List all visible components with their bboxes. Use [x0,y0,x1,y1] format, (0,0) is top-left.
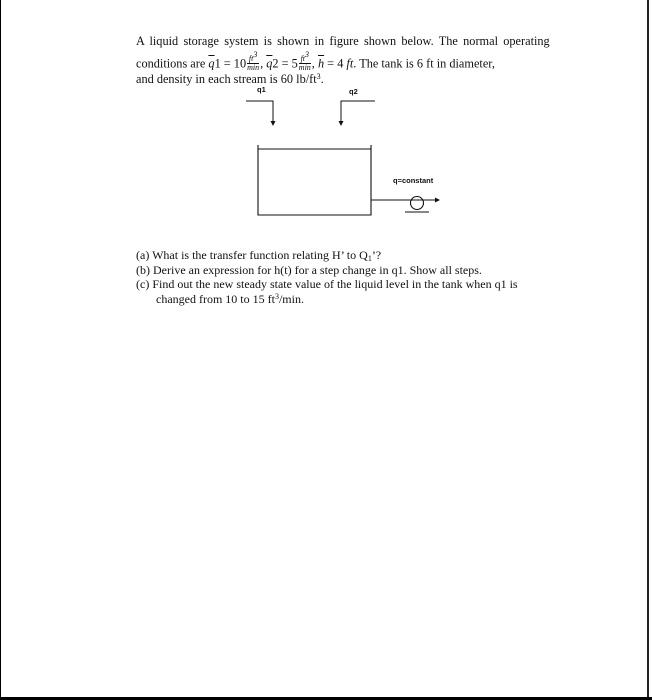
q1-bar-symbol: $\overline{q}$ [208,56,215,71]
question-a: (a) What is the transfer function relating H’ to $Q_1$’? [136,248,382,263]
inlet-q2-arrow [339,121,344,126]
density-text: and density in each stream is 60 lb/ft [136,72,317,86]
problem-line-2: conditions are $\overline{q}1 = 10$ $\frac{ft3}{\min}$ , $\overline{q}2 = 5$ $\frac{ft3}{\min}$ , $\overline{h} = 4$ ft. The tank is 6 ft in diameter, [136,50,495,72]
q1-value: 1 = 10 [214,56,247,71]
outlet-arrow [435,198,440,203]
inlet-pipe-q1 [246,101,273,124]
page-border-left [0,0,1,700]
question-c: (c) Find out the new steady state value of the liquid level in the tank when q1 is [136,277,518,291]
h-bar-symbol: $\overline{h}$ [317,56,325,71]
inlet-q1-label: q1 [257,85,266,94]
q2-value: 2 = 5 [272,56,298,71]
tank-diameter-text: . The tank is 6 ft in diameter, [353,56,495,71]
inlet-q1-arrow [271,121,276,126]
outlet-flow-label: q=constant [393,176,434,185]
problem-line-3: and density in each stream is 60 $lb/ft^3$. [136,72,324,86]
page-border-right [647,0,649,700]
inlet-q2-label: q2 [349,87,358,96]
question-b: (b) Derive an expression for h(t) for a step change in q1. Show all steps. [136,263,482,277]
pump-icon [411,197,424,210]
q1-unit-fraction: $\frac{ft3}{\min}$ [247,50,260,72]
tank [258,145,371,215]
h-unit: ft [346,56,354,71]
q2-bar-symbol: $\overline{q}$ [266,56,273,71]
question-c-continued: changed from 10 to 15 $ft^3/\min$. [156,292,304,306]
inlet-pipe-q2 [341,101,375,124]
h-value: = 4 [324,56,344,71]
q2-unit-fraction: $\frac{ft3}{\min}$ [298,50,311,72]
problem-line-1: A liquid storage system is shown in figure shown below. The normal operating [136,34,550,48]
conditions-lead: conditions are [136,56,206,71]
